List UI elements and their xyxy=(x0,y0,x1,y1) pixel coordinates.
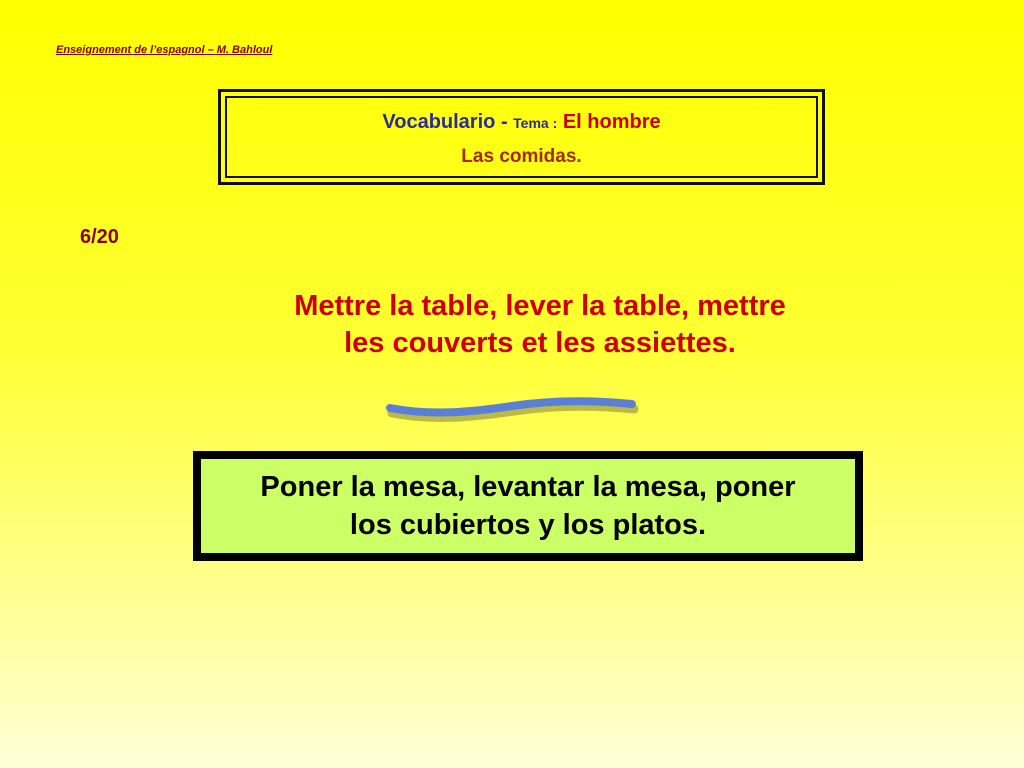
spanish-line-2: los cubiertos y los platos. xyxy=(349,509,707,541)
french-line-1: Mettre la table, lever la table, mettre xyxy=(294,290,786,322)
vocab-label: Vocabulario xyxy=(382,111,496,133)
french-line-2: les couverts et les assiettes. xyxy=(344,327,736,359)
subtitle: Las comidas. xyxy=(461,146,582,167)
title-box xyxy=(218,89,825,185)
french-sentence xyxy=(230,288,850,362)
slide-counter: 6/20 xyxy=(80,226,119,248)
title-line xyxy=(227,110,816,135)
wave-divider-icon xyxy=(382,388,642,422)
spanish-line-1: Poner la mesa, levantar la mesa, poner xyxy=(260,471,796,503)
spanish-answer-box xyxy=(193,451,863,561)
title-separator: - xyxy=(500,111,508,133)
tema-label: Tema : xyxy=(513,115,558,131)
topic-label: El hombre xyxy=(562,111,661,133)
author-credit: Enseignement de l’espagnol – M. Bahloul xyxy=(56,44,273,56)
title-box-inner xyxy=(225,96,818,178)
